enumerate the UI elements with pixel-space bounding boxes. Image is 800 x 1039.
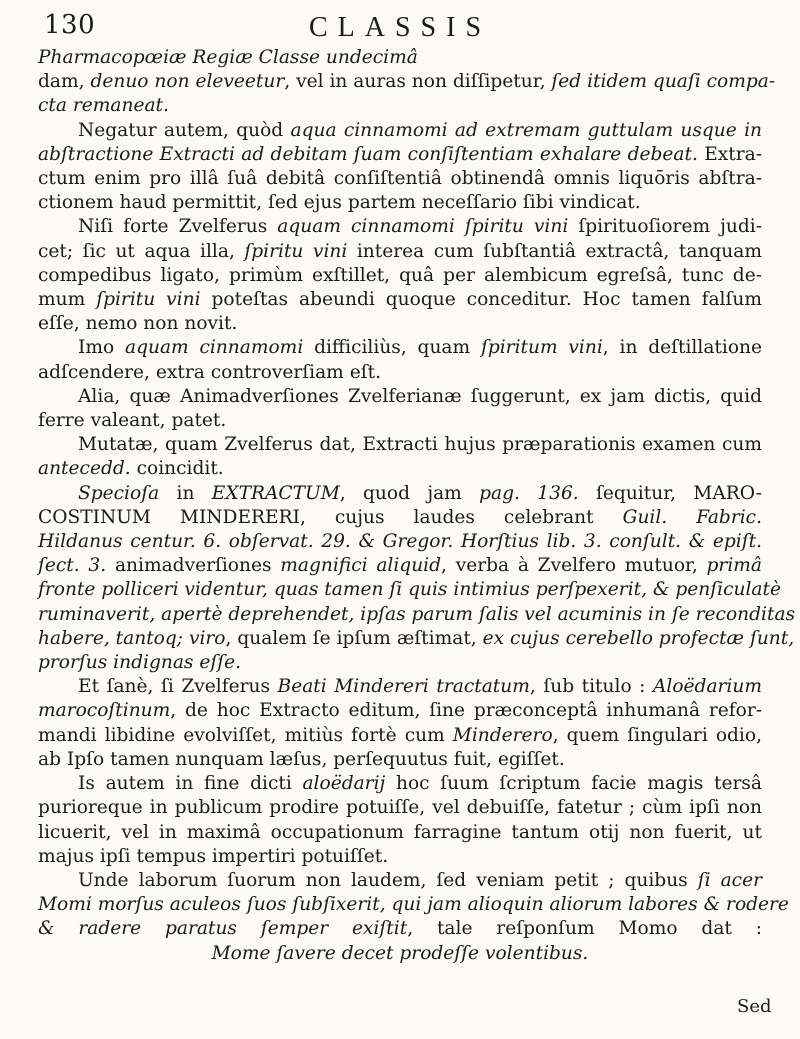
text-line bbox=[38, 288, 762, 312]
text-line bbox=[38, 482, 762, 506]
text-run: cta remaneat. bbox=[38, 95, 169, 117]
text-run: pag. 136. bbox=[479, 482, 579, 504]
running-head: CLASSIS bbox=[308, 12, 492, 43]
text-run: aqua cinnamomi ad extremam guttulam usque in bbox=[290, 119, 762, 141]
text-run: hoc ſuum ſcriptum facie magis tersâ bbox=[385, 773, 762, 795]
text-line bbox=[38, 699, 762, 723]
text-run: fronte polliceri videntur, quas tamen ſi quis intimius perſpexerit, & penſiculatè bbox=[38, 579, 781, 601]
text-run: adſcendere, extra controverſiam eſt. bbox=[38, 361, 381, 383]
text-run: Alia, quæ Animadverſiones Zvelferianæ ſuggerunt, ex jam dictis, quid bbox=[78, 385, 762, 407]
text-line bbox=[38, 409, 762, 433]
text-line bbox=[38, 772, 762, 796]
text-line bbox=[38, 796, 762, 820]
text-run: ſequitur, MARO- bbox=[578, 482, 762, 504]
text-line bbox=[38, 530, 762, 554]
text-run: abſtractione Extracti ad debitam ſuam conſiſtentiam exhalare debeat. bbox=[38, 143, 698, 165]
text-run: habere, tantoq; viro bbox=[38, 627, 226, 649]
text-line bbox=[38, 748, 762, 772]
text-run: mum bbox=[38, 289, 97, 311]
text-line bbox=[38, 336, 762, 360]
text-line bbox=[38, 433, 762, 457]
text-run: interea cum ſubſtantiâ extractâ, tanquam bbox=[347, 240, 762, 262]
text-run: coincidit. bbox=[130, 458, 224, 480]
text-run: , verba à Zvelfero mutuor, bbox=[441, 555, 707, 577]
text-line bbox=[38, 506, 762, 530]
text-run: Extra- bbox=[697, 143, 762, 165]
text-run: ab Ipſo tamen nunquam læſus, perſequutus fuit, egiſſet. bbox=[38, 748, 565, 770]
text-run: ctum enim pro illâ ſuâ debitâ conſiſtentiâ obtinendâ omnis liquōris abſtra- bbox=[38, 168, 762, 190]
text-run: , vel in auras non diſſipetur, bbox=[284, 71, 552, 93]
text-run: prorſus indignas eſſe. bbox=[38, 652, 242, 674]
text-line bbox=[38, 70, 776, 94]
text-run: Mome ſavere decet prodeſſe volentibus. bbox=[211, 942, 589, 964]
text-run: , quem ſingulari odio, bbox=[552, 724, 762, 746]
text-line bbox=[38, 312, 762, 336]
text-line bbox=[38, 119, 762, 143]
text-run: cet; ſic ut aqua illa, bbox=[38, 240, 245, 262]
text-run: Niſi forte Zvelferus bbox=[78, 216, 278, 238]
text-run: , qualem ſe ipſum æſtimat, bbox=[225, 627, 483, 649]
text-run: , in deſtillatione bbox=[602, 337, 762, 359]
text-run: difficiliùs, quam bbox=[303, 337, 481, 359]
text-run: , quod jam bbox=[339, 482, 480, 504]
text-run: Mutatæ, quam Zvelferus dat, Extracti hujus præparationis examen cum bbox=[78, 434, 762, 456]
text-line bbox=[38, 215, 762, 239]
text-line bbox=[38, 264, 762, 288]
text-run: Imo bbox=[78, 337, 125, 359]
text-run: compedibus ligato, primùm exſtillet, quâ per alembicum egreſsâ, tunc de- bbox=[38, 264, 762, 286]
text-run: Momi morſus aculeos ſuos ſubſixerit, qui jam alioquin aliorum labores & rodere bbox=[38, 894, 789, 916]
text-run: magnifici aliquid bbox=[280, 555, 442, 577]
text-run: EXTRACTUM bbox=[211, 482, 340, 504]
text-run: , de hoc Extracto editum, ſine præconceptâ inhumanâ refor- bbox=[170, 700, 762, 722]
text-run: & radere paratus ſemper exiſtit bbox=[38, 918, 408, 940]
text-run: animadverſiones bbox=[106, 555, 281, 577]
text-line bbox=[38, 46, 762, 70]
text-run: denuo non eleveetur bbox=[90, 71, 285, 93]
text-run: primâ bbox=[706, 555, 762, 577]
text-run: aloëdarij bbox=[302, 773, 386, 795]
text-line bbox=[38, 917, 762, 941]
text-run: Negatur autem, quòd bbox=[78, 119, 291, 141]
text-run: antecedd. bbox=[38, 458, 131, 480]
text-line bbox=[38, 167, 762, 191]
text-run: ſi acer bbox=[697, 869, 762, 891]
text-run: ferre valeant, patet. bbox=[38, 410, 227, 432]
text-run: Minderero bbox=[452, 724, 553, 746]
page-number: 130 bbox=[44, 10, 96, 40]
text-line bbox=[38, 675, 762, 699]
text-run: ruminaverit, apertè deprehendet, ipſas parum ſalis vel acuminis in ſe reconditas bbox=[38, 603, 796, 625]
catchword: Sed bbox=[737, 996, 772, 1017]
text-run: ſpiritu vini bbox=[244, 240, 348, 262]
text-run: in bbox=[159, 482, 212, 504]
text-run: Aloëdarium bbox=[652, 676, 762, 698]
text-run: ctionem haud permittit, ſed ejus partem neceſſario ſibi vindicat. bbox=[38, 192, 641, 214]
text-line bbox=[38, 869, 762, 893]
text-run: mandi libidine evolviſſet, mitiùs fortè cum bbox=[38, 724, 453, 746]
text-run: COSTINUM MINDERERI, cujus laudes celebrant bbox=[38, 506, 623, 528]
text-run: , tale reſponſum Momo dat : bbox=[407, 918, 762, 940]
text-line bbox=[38, 143, 762, 167]
text-run: Is autem in fine dicti bbox=[78, 773, 303, 795]
text-line bbox=[38, 893, 789, 917]
text-run: aquam cinnamomi bbox=[124, 337, 304, 359]
text-run: eſſe, nemo non novit. bbox=[38, 313, 238, 335]
text-line bbox=[38, 603, 796, 627]
text-run: Pharmacopœiæ Regiæ Classe undecimâ bbox=[38, 47, 418, 68]
text-run: ex cujus cerebello profectæ ſunt, bbox=[482, 627, 795, 649]
text-run: licuerit, vel in maximâ occupationum farragine tantum otij non fuerit, ut bbox=[38, 821, 762, 843]
text-run: ſpiritu vini bbox=[96, 289, 201, 311]
text-run: Hildanus centur. 6. obſervat. 29. & Gregor. Horſtius lib. 3. conſult. & epiſt. bbox=[38, 531, 762, 553]
text-run: Beati Mindereri tractatum bbox=[277, 676, 530, 698]
text-run: aquam cinnamomi ſpiritu vini bbox=[277, 216, 569, 238]
text-line bbox=[38, 845, 762, 869]
text-line bbox=[38, 385, 762, 409]
text-line bbox=[38, 191, 762, 215]
text-run: ſed itidem quaſi compa- bbox=[551, 71, 776, 93]
text-line bbox=[38, 627, 795, 651]
text-line bbox=[38, 94, 762, 118]
text-run: Unde laborum ſuorum non laudem, ſed veniam petit ; quibus bbox=[78, 869, 698, 891]
text-line bbox=[38, 942, 762, 966]
text-run: majus ipſi tempus impertiri potuiſſet. bbox=[38, 845, 389, 867]
text-run: Guil. Fabric. bbox=[622, 506, 762, 528]
text-run: poteſtas abeundi quoque conceditur. Hoc tamen falſum bbox=[200, 289, 762, 311]
text-line bbox=[38, 361, 762, 385]
text-line bbox=[38, 554, 762, 578]
text-line bbox=[38, 578, 781, 602]
text-run: ſpiritum vini bbox=[480, 337, 603, 359]
text-run: , ſub titulo : bbox=[529, 676, 653, 698]
text-run: marocoſtinum bbox=[38, 700, 171, 722]
text-run: dam, bbox=[38, 71, 91, 93]
text-line bbox=[38, 724, 762, 748]
text-line bbox=[38, 457, 762, 481]
body-text bbox=[38, 46, 796, 966]
text-line bbox=[38, 821, 762, 845]
text-run: ſect. 3. bbox=[38, 555, 107, 577]
text-run: ſpirituoſiorem judi- bbox=[568, 216, 762, 238]
text-run: purioreque in publicum prodire potuiſſe, vel debuiſſe, fatetur ; cùm ipſi non bbox=[38, 797, 762, 819]
text-run: Specioſa bbox=[78, 482, 160, 504]
text-line bbox=[38, 240, 762, 264]
text-line bbox=[38, 651, 762, 675]
text-run: Et ſanè, ſi Zvelferus bbox=[78, 676, 278, 698]
